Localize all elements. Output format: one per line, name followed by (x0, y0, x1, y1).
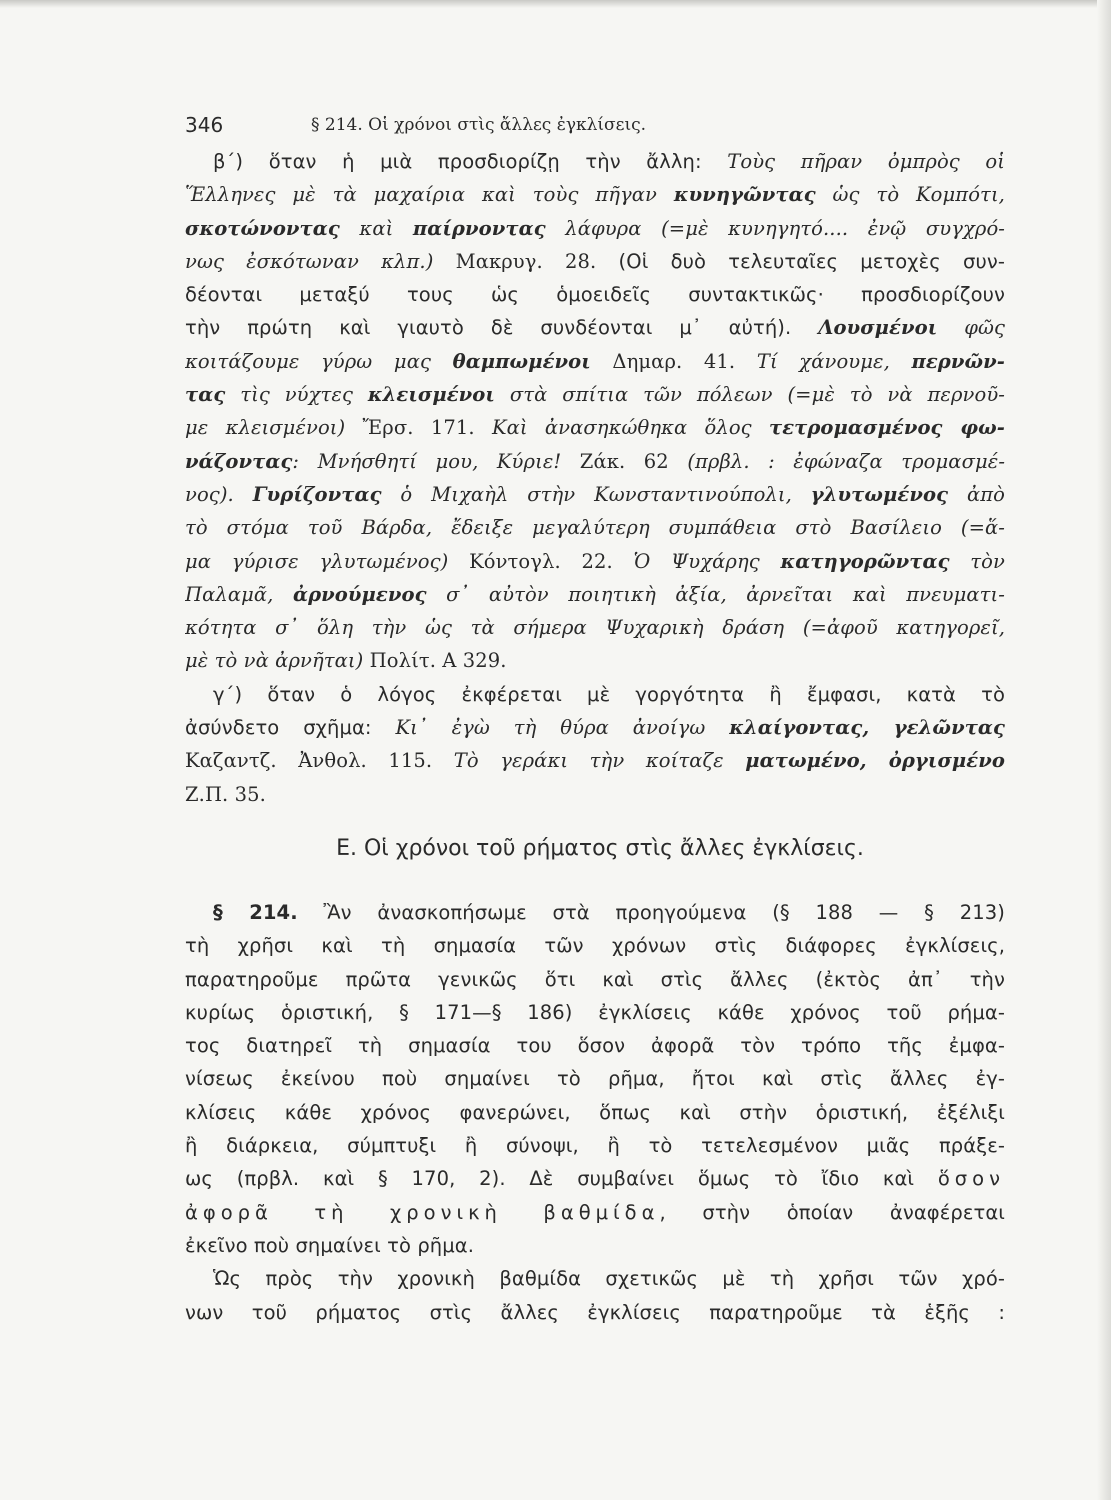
text-line: κότητα σ᾽ ὅλη τὴν ὡς τὰ σήμερα Ψυχαρικὴ δράση (=ἀφοῦ κατηγορεῖ, (185, 616, 1005, 640)
text-line: δέονται μεταξύ τους ὡς ὁμοειδεῖς συντακτικῶς· προσδιορίζουν (185, 283, 1005, 307)
text-line: παρατηροῦμε πρῶτα γενικῶς ὅτι καὶ στὶς ἄλλες (ἐκτὸς ἀπ᾽ τὴν (185, 967, 1005, 991)
text-line: Ζ.Π. 35. (185, 782, 266, 806)
text-line: κυρίως ὁριστική, § 171—§ 186) ἐγκλίσεις κάθε χρόνος τοῦ ρήμα- (185, 1000, 1005, 1024)
text-line: ἀφορᾶ τὴ χρονικὴ βαθμίδα, στὴν ὁποίαν ἀναφέρεται (185, 1200, 1005, 1224)
text-line: με κλεισμένοι) Ἔρσ. 171. Καὶ ἀνασηκώθηκα ὅλος τετρομασμένος φω- (185, 416, 1005, 440)
page-top-edge (0, 0, 1111, 8)
text-line: β΄) ὅταν ἡ μιὰ προσδιορίζῃ τὴν ἄλλη: Τοὺς πῆραν ὀμπρὸς οἱ (213, 150, 1005, 173)
text-line: τὸ στόμα τοῦ Βάρδα, ἔδειξε μεγαλύτερη συμπάθεια στὸ Βασίλειο (=ἅ- (185, 516, 1005, 540)
text-line: τας τὶς νύχτες κλεισμένοι στὰ σπίτια τῶν πόλεων (=μὲ τὸ νὰ περνοῦ- (185, 383, 1005, 407)
text-line: ως (πρβλ. καὶ § 170, 2). Δὲ συμβαίνει ὅμως τὸ ἴδιο καὶ ὅσον (185, 1167, 1005, 1191)
text-line: τος διατηρεῖ τὴ σημασία του ὅσον ἀφορᾶ τὸν τρόπο τῆς ἐμφα- (185, 1034, 1005, 1058)
text-line: ἐκεῖνο ποὺ σημαίνει τὸ ρῆμα. (185, 1233, 475, 1257)
text-line: τὴν πρώτη καὶ γιαυτὸ δὲ συνδέονται μ᾽ αὐτή). Λουσμένοι φῶς (185, 316, 1005, 340)
text-line: Ἕλληνες μὲ τὰ μαχαίρια καὶ τοὺς πῆγαν κυνηγῶντας ὡς τὸ Κομπότι, (185, 183, 1005, 207)
text-block-bottom (185, 896, 1005, 1329)
text-line: ἀσύνδετο σχῆμα: Κι᾽ ἐγὼ τὴ θύρα ἀνοίγω κλαίγοντας, γελῶντας (185, 716, 1005, 740)
text-line: ἢ διάρκεια, σύμπτυξι ἢ σύνοψι, ἢ τὸ τετελεσμένον μιᾶς πράξε- (185, 1134, 1005, 1158)
text-line: νίσεως ἐκείνου ποὺ σημαίνει τὸ ρῆμα, ἤτοι καὶ στὶς ἄλλες ἐγ- (185, 1067, 1005, 1091)
text-line: κοιτάζουμε γύρω μας θαμπωμένοι Δημαρ. 41. Τί χάνουμε, περνῶν- (185, 349, 1005, 373)
text-line: κλίσεις κάθε χρόνος φανερώνει, ὅπως καὶ στὴν ὁριστική, ἐξέλιξι (185, 1100, 1005, 1124)
text-line: μα γύρισε γλυτωμένος) Κόντογλ. 22. Ὁ Ψυχάρης κατηγορῶντας τὸν (185, 549, 1005, 573)
text-line: Καζαντζ. Ἀνθολ. 115. Τὸ γεράκι τὴν κοίταζε ματωμένο, ὀργισμένο (185, 749, 1005, 773)
running-title: § 214. Οἱ χρόνοι στὶς ἄλλες ἐγκλίσεις. (311, 115, 647, 135)
text-block-top (185, 145, 1005, 811)
running-header (185, 113, 1015, 143)
page-spine-shadow (1097, 0, 1111, 1500)
text-line: § 214. Ἂν ἀνασκοπήσωμε στὰ προηγούμενα (§ 188 — § 213) (213, 901, 1005, 924)
text-line: νος). Γυρίζοντας ὁ Μιχαὴλ στὴν Κωνσταντινούπολι, γλυτωμένος ἀπὸ (185, 482, 1005, 506)
section-heading: Ε. Οἱ χρόνοι τοῦ ρήματος στὶς ἄλλες ἐγκλίσεις. (336, 836, 864, 861)
text-line: γ΄) ὅταν ὁ λόγος ἐκφέρεται μὲ γοργότητα ἢ ἔμφασι, κατὰ τὸ (213, 682, 1005, 706)
page-number: 346 (185, 113, 224, 137)
text-line: σκοτώνοντας καὶ παίρνοντας λάφυρα (=μὲ κυνηγητό.... ἐνῷ συγχρό- (185, 216, 1005, 240)
text-line: νων τοῦ ρήματος στὶς ἄλλες ἐγκλίσεις παρατηροῦμε τὰ ἑξῆς : (185, 1300, 1005, 1324)
text-line: Ὡς πρὸς τὴν χρονικὴ βαθμίδα σχετικῶς μὲ τὴ χρῆσι τῶν χρό- (213, 1267, 1005, 1291)
text-line: Παλαμᾶ, ἀρνούμενος σ᾽ αὐτὸν ποιητικὴ ἀξία, ἀρνεῖται καὶ πνευματι- (185, 582, 1005, 606)
text-line: μὲ τὸ νὰ ἀρνῆται) Πολίτ. Α 329. (185, 649, 507, 673)
text-line: νάζοντας: Μνήσθητί μου, Κύριε! Ζάκ. 62 (πρβλ. : ἐφώναζα τρομασμέ- (185, 449, 1005, 473)
text-line: νως ἐσκότωναν κλπ.) Μακρυγ. 28. (Οἱ δυὸ τελευταῖες μετοχὲς συν- (185, 249, 1005, 273)
text-line: τὴ χρῆσι καὶ τὴ σημασία τῶν χρόνων στὶς διάφορες ἐγκλίσεις, (185, 934, 1005, 958)
